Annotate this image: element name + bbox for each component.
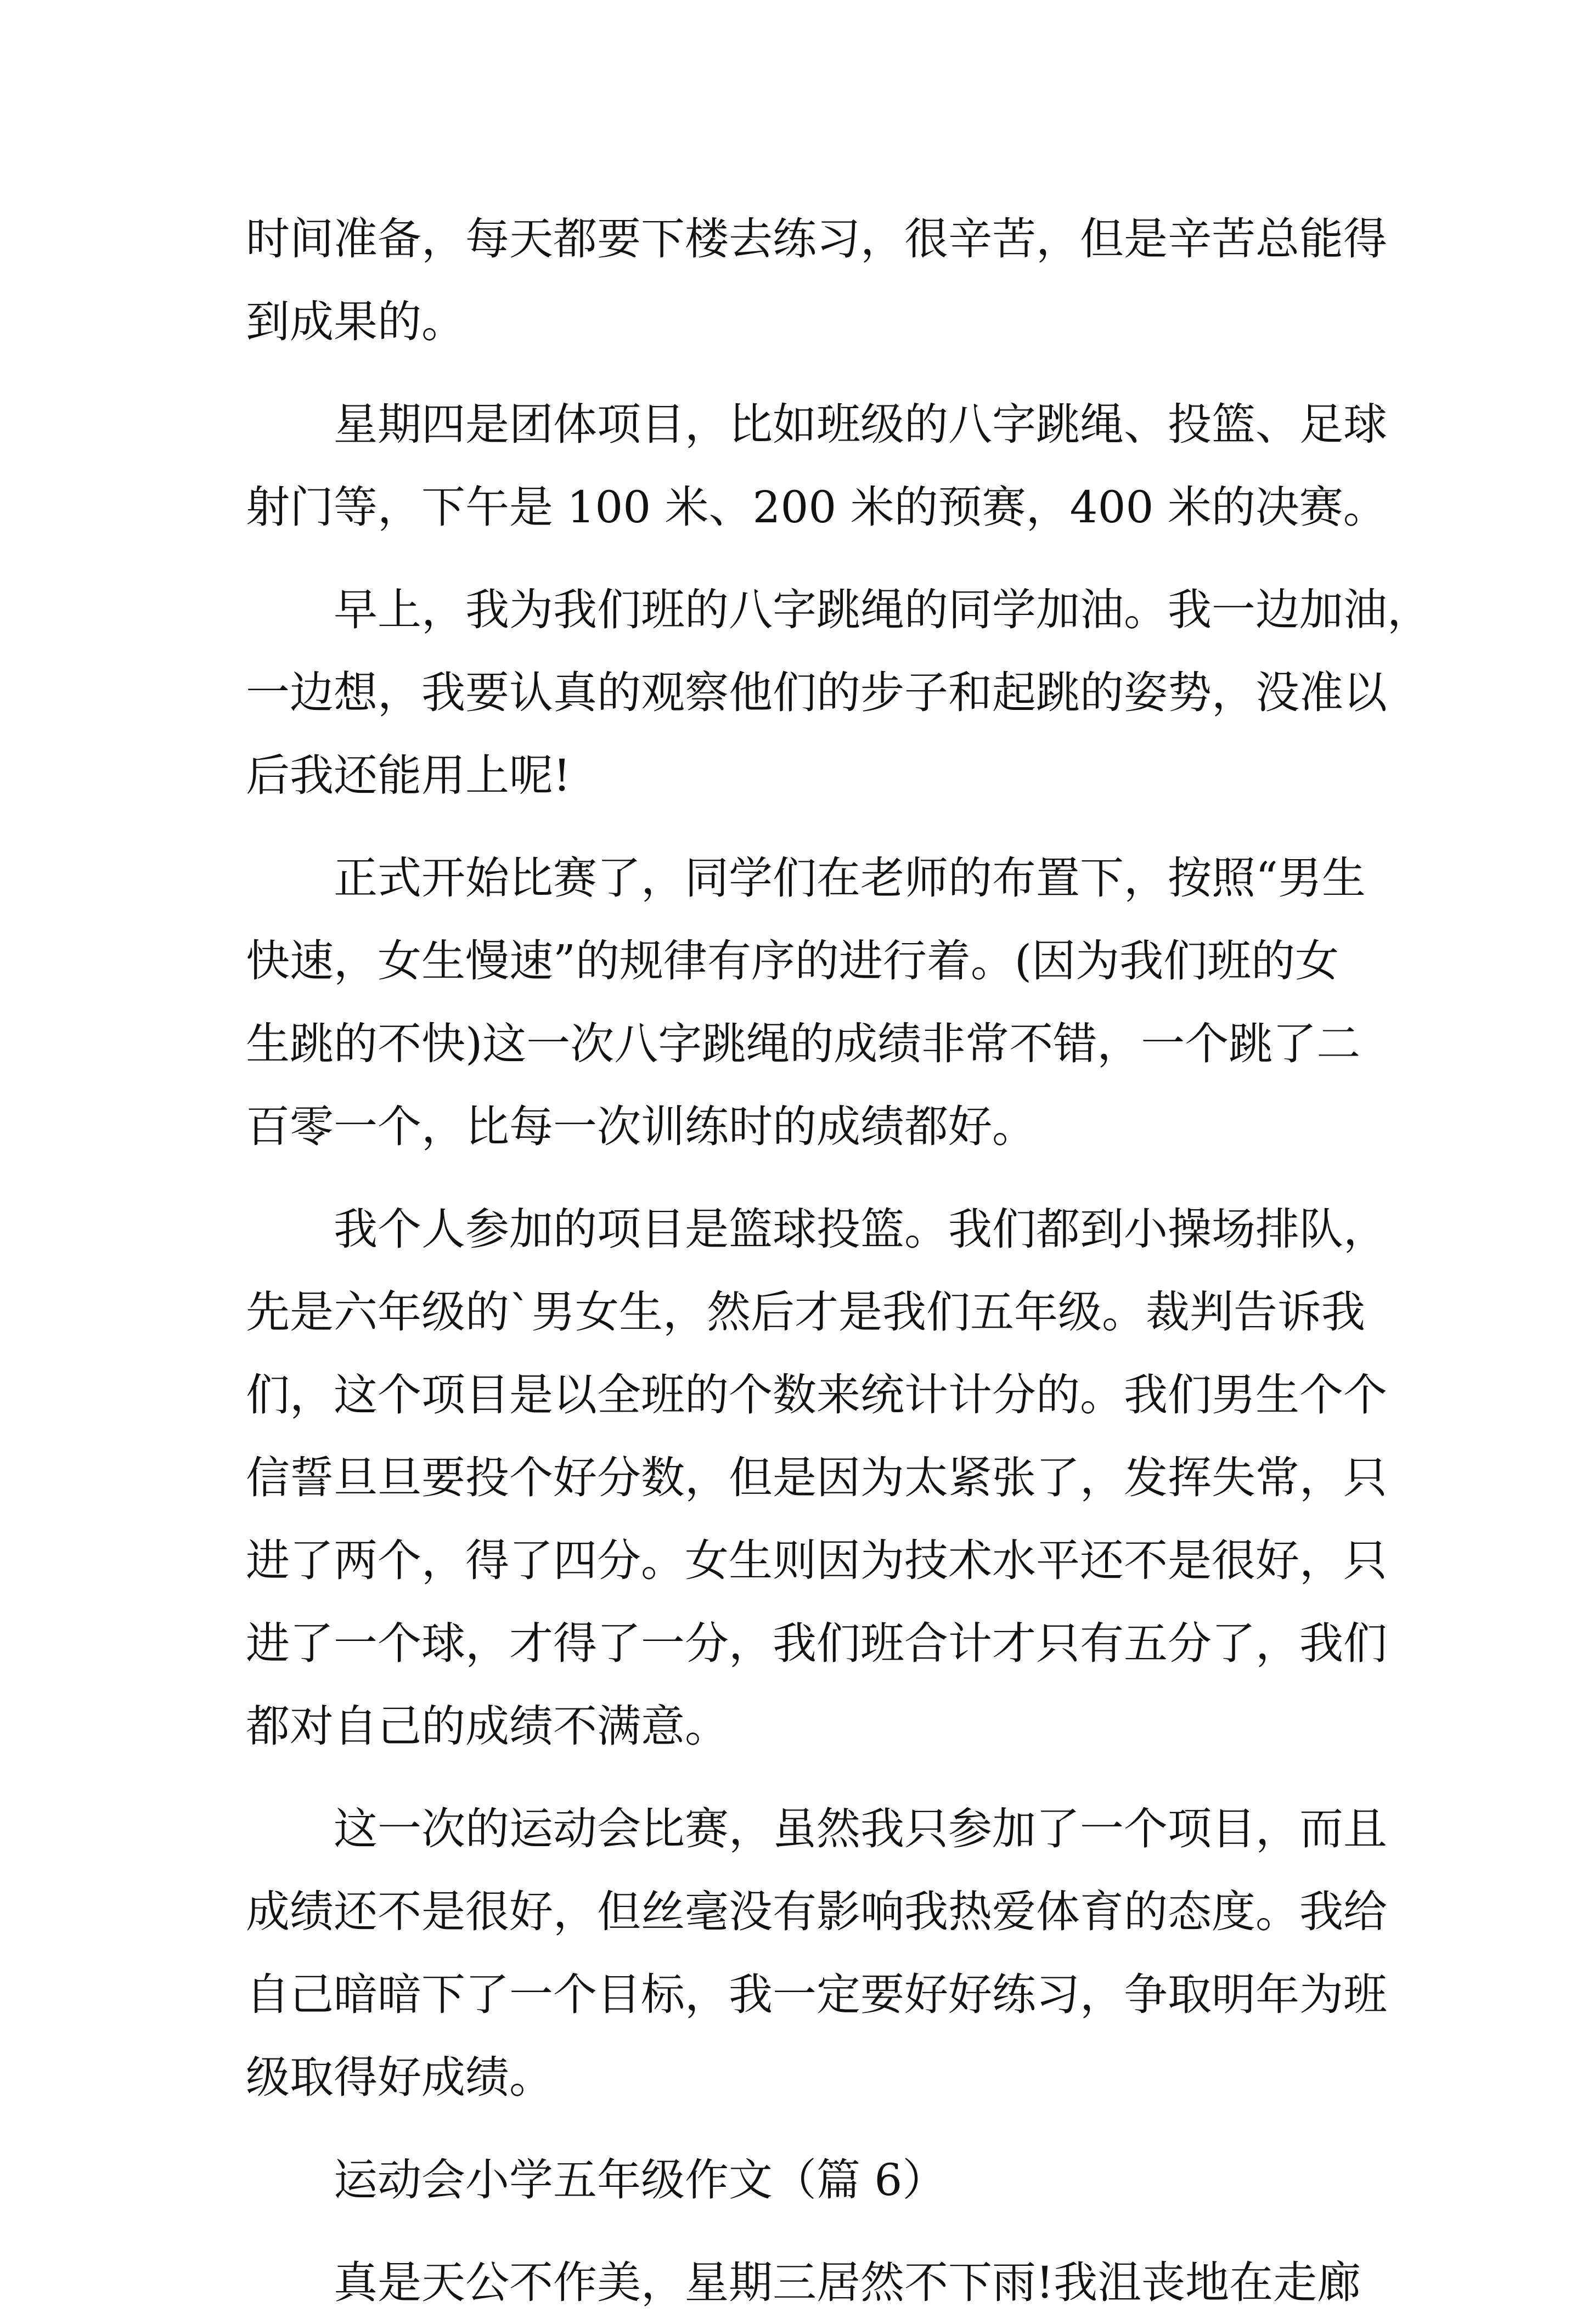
paragraph [246, 568, 1431, 817]
text-line: 百零一个，比每一次训练时的成绩都好。 [246, 1101, 1036, 1152]
text-line: 都对自己的成绩不满意。 [246, 1701, 729, 1752]
essay-body [246, 198, 1431, 2324]
paragraph-spacer [246, 2119, 1354, 2139]
text-line: 进了两个，得了四分。女生则因为技术水平还不是很好，只 [246, 1535, 1387, 1586]
paragraph [246, 2241, 1361, 2324]
text-line: 时间准备，每天都要下楼去练习，很辛苦，但是辛苦总能得 [246, 213, 1387, 264]
text-line: 正式开始比赛了，同学们在老师的布置下，按照“男生 [334, 853, 1366, 904]
paragraph-spacer [246, 1768, 1354, 1787]
paragraph-spacer [246, 549, 1354, 568]
text-line: 一边想，我要认真的观察他们的步子和起跳的姿势，没准以 [246, 667, 1387, 718]
text-line: 我个人参加的项目是篮球投篮。我们都到小操场排队， [334, 1204, 1387, 1255]
paragraph-spacer [246, 2221, 1354, 2241]
text-line: 运动会小学五年级作文（篇 6） [334, 2154, 947, 2205]
paragraph [246, 383, 1387, 549]
text-line: 进了一个球，才得了一分，我们班合计才只有五分了，我们 [246, 1618, 1387, 1669]
text-line: 真是天公不作美，星期三居然不下雨!我沮丧地在走廊 [334, 2257, 1361, 2308]
paragraph-spacer [246, 363, 1354, 383]
text-line: 快速，女生慢速”的规律有序的进行着。(因为我们班的女 [246, 935, 1339, 986]
text-line: 们，这个项目是以全班的个数来统计计分的。我们男生个个 [246, 1369, 1387, 1420]
text-line: 级取得好成绩。 [246, 2052, 553, 2103]
text-line: 早上，我为我们班的八字跳绳的同学加油。我一边加油， [334, 584, 1431, 635]
text-line: 到成果的。 [246, 296, 465, 347]
text-line: 射门等，下午是 100 米、200 米的预赛，400 米的决赛。 [246, 482, 1387, 533]
paragraph-spacer [246, 1168, 1354, 1188]
paragraph [246, 1188, 1387, 1768]
text-line: 星期四是团体项目，比如班级的八字跳绳、投篮、足球 [334, 399, 1387, 450]
paragraph [246, 837, 1366, 1168]
paragraph-spacer [246, 817, 1354, 837]
paragraph [246, 198, 1387, 363]
text-line: 先是六年级的`男女生，然后才是我们五年级。裁判告诉我 [246, 1287, 1365, 1338]
paragraph [246, 2139, 1354, 2221]
text-line: 这一次的运动会比赛，虽然我只参加了一个项目，而且 [334, 1803, 1387, 1854]
text-line: 成绩还不是很好，但丝毫没有影响我热爱体育的态度。我给 [246, 1886, 1387, 1937]
text-line: 自己暗暗下了一个目标，我一定要好好练习，争取明年为班 [246, 1969, 1387, 2020]
paragraph [246, 1787, 1387, 2119]
text-line: 后我还能用上呢! [246, 750, 571, 801]
text-line: 生跳的不快)这一次八字跳绳的成绩非常不错，一个跳了二 [246, 1018, 1361, 1069]
text-line: 信誓旦旦要投个好分数，但是因为太紧张了，发挥失常，只 [246, 1452, 1387, 1503]
